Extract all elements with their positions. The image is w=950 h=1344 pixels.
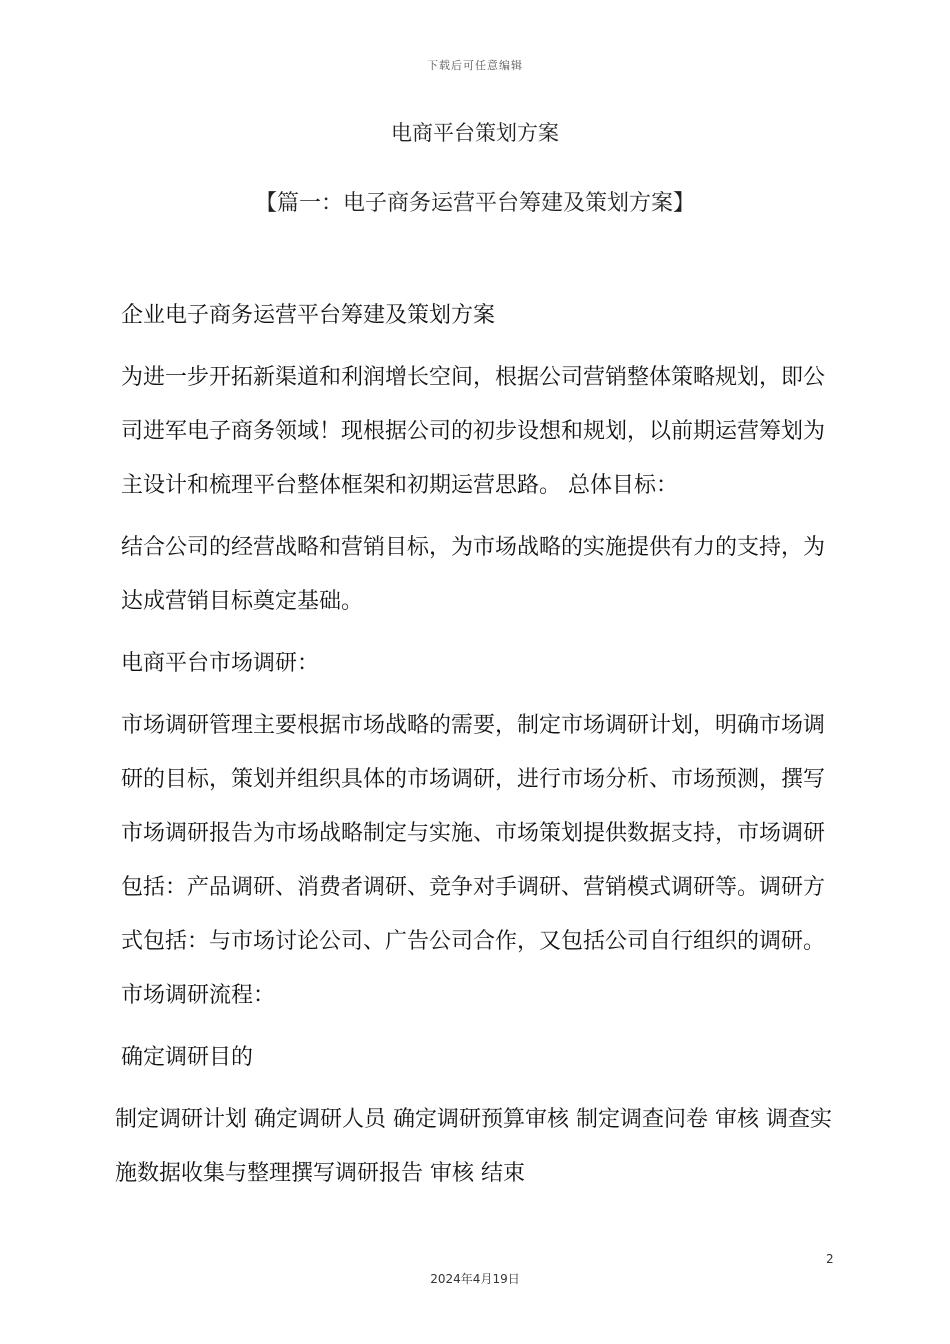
section-heading: 确定调研目的: [121, 1045, 254, 1070]
page-number: 2: [826, 1252, 834, 1266]
section-heading: 电商平台市场调研：: [121, 651, 320, 676]
body-paragraph: 结合公司的经营战略和营销目标，为市场战略的实施提供有力的支持，为达成营销目标奠定基础。: [121, 535, 826, 614]
section-heading: 企业电子商务运营平台筹建及策划方案: [121, 303, 496, 328]
document-subtitle: 【篇一：电子商务运营平台筹建及策划方案】: [254, 191, 695, 216]
page-header-note: 下载后可任意编辑: [427, 59, 523, 72]
document-body: [115, 289, 835, 1209]
body-paragraph: 制定调研计划 确定调研人员 确定调研预算审核 制定调查问卷 审核 调查实施数据收集与整理撰写调研报告 审核 结束: [115, 1107, 832, 1186]
body-paragraph: 为进一步开拓新渠道和利润增长空间，根据公司营销整体策略规划，即公司进军电子商务领域！现根据公司的初步设想和规划，以前期运营筹划为主设计和梳理平台整体框架和初期运营思路。 总体目标：: [121, 365, 826, 498]
document-title: 电商平台策划方案: [391, 121, 559, 145]
body-paragraph: 市场调研管理主要根据市场战略的需要，制定市场调研计划，明确市场调研的目标，策划并组织具体的市场调研，进行市场分析、市场预测，撰写市场调研报告为市场战略制定与实施、市场策划提供数据支持，市场调研包括：产品调研、消费者调研、竞争对手调研、营销模式调研等。调研方式包括：与市场讨论公司、广告公司合作，又包括公司自行组织的调研。 市场调研流程：: [121, 713, 826, 1008]
page-footer-date: 2024年4月19日: [430, 1272, 520, 1286]
